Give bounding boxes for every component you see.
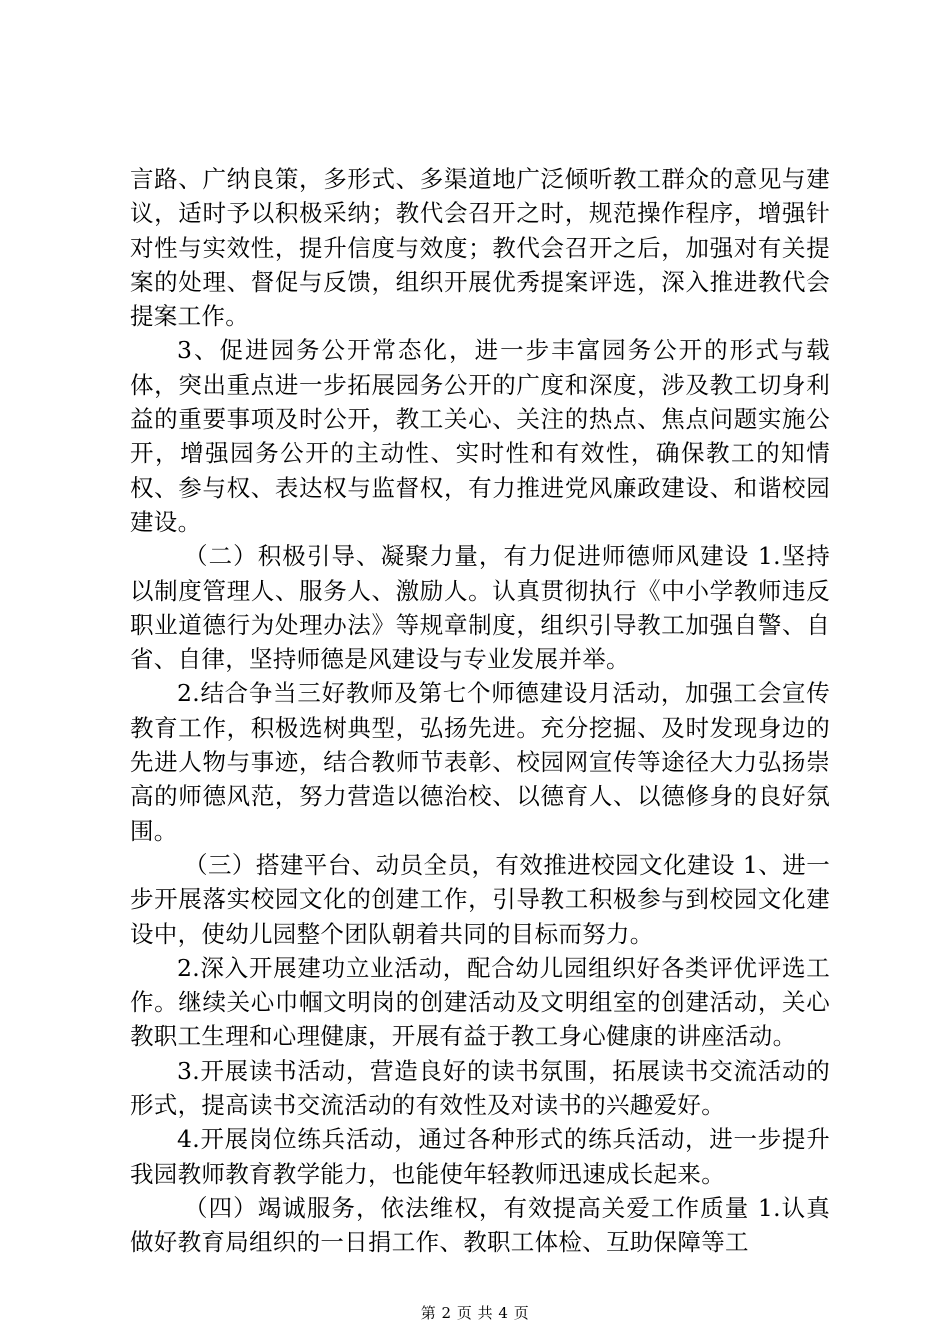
paragraph-section-2: （二）积极引导、凝聚力量，有力促进师德师风建设 1.坚持以制度管理人、服务人、激励人。认真贯彻执行《中小学教师违反职业道德行为处理办法》等规章制度，组织引导教工加强自警、自省、自律，坚持师德是风建设与专业发展并举。	[130, 542, 830, 674]
document-body	[130, 162, 830, 1260]
paragraph-section-3: （三）搭建平台、动员全员，有效推进校园文化建设 1、进一步开展落实校园文化的创建工作，引导教工积极参与到校园文化建设中，使幼儿园整个团队朝着共同的目标而努力。	[130, 850, 830, 948]
paragraph-section-4: （四）竭诚服务，依法维权，有效提高关爱工作质量 1.认真做好教育局组织的一日捐工作、教职工体检、互助保障等工	[130, 1193, 830, 1257]
paragraph-section-3-item-4: 4.开展岗位练兵活动，通过各种形式的练兵活动，进一步提升我园教师教育教学能力，也能使年轻教师迅速成长起来。	[130, 1125, 830, 1188]
page-number-footer: 第 2 页 共 4 页	[420, 1304, 530, 1322]
paragraph-section-2-item-2: 2.结合争当三好教师及第七个师德建设月活动，加强工会宣传教育工作，积极选树典型，弘扬先进。充分挖掘、及时发现身边的先进人物与事迹，结合教师节表彰、校园网宣传等途径大力弘扬崇高的师德风范，努力营造以德治校、以德育人、以德修身的良好氛围。	[130, 679, 830, 845]
paragraph-item-3: 3、促进园务公开常态化，进一步丰富园务公开的形式与载体，突出重点进一步拓展园务公开的广度和深度，涉及教工切身利益的重要事项及时公开，教工关心、关注的热点、焦点问题实施公开，增强园务公开的主动性、实时性和有效性，确保教工的知情权、参与权、表达权与监督权，有力推进党风廉政建设、和谐校园建设。	[130, 336, 830, 536]
paragraph-section-3-item-2: 2.深入开展建功立业活动，配合幼儿园组织好各类评优评选工作。继续关心巾帼文明岗的创建活动及文明组室的创建活动，关心教职工生理和心理健康，开展有益于教工身心健康的讲座活动。	[130, 953, 830, 1051]
paragraph-section-3-item-3: 3.开展读书活动，营造良好的读书氛围，拓展读书交流活动的形式，提高读书交流活动的有效性及对读书的兴趣爱好。	[130, 1056, 830, 1120]
paragraph-continuation: 言路、广纳良策，多形式、多渠道地广泛倾听教工群众的意见与建议，适时予以积极采纳；教代会召开之时，规范操作程序，增强针对性与实效性，提升信度与效度；教代会召开之后，加强对有关提案的处理、督促与反馈，组织开展优秀提案评选，深入推进教代会提案工作。	[130, 165, 830, 331]
